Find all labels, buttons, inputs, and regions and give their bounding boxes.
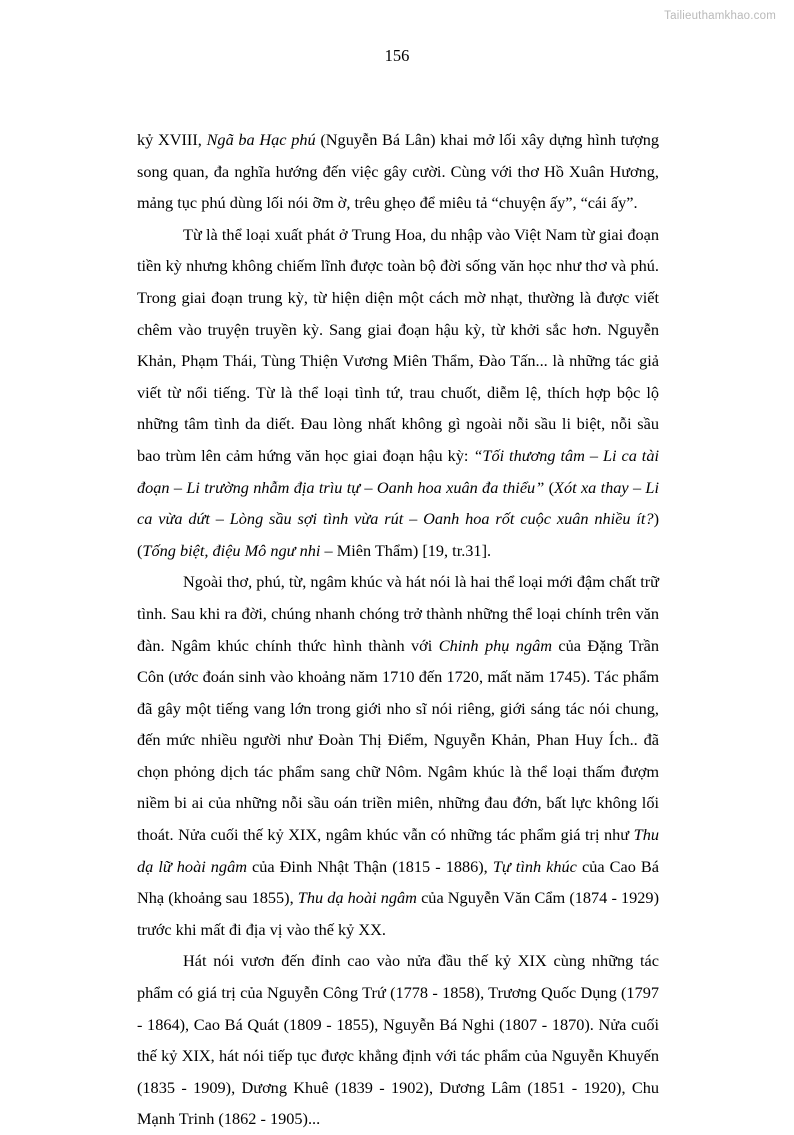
italic-title-run: Tự tình khúc	[492, 856, 577, 876]
italic-title-run: Thu dạ hoài ngâm	[297, 888, 417, 908]
paragraph	[137, 566, 659, 945]
text-run: (	[544, 477, 555, 497]
text-run: Từ là thể loại xuất phát ở Trung Hoa, du nhập vào Việt Nam từ giai đoạn tiền kỳ nhưng không chiếm lĩnh được toàn bộ đời sống văn học như thơ và phú. Trong giai đoạn trung kỳ, từ hiện diện một cách mờ nhạt, thường là được viết chêm vào truyện truyền kỳ. Sang giai đoạn hậu kỳ, từ khởi sắc hơn. Nguyễn Khản, Phạm Thái, Tùng Thiện Vương Miên Thẩm, Đào Tấn... là những tác giả viết từ nổi tiếng. Từ là thể loại tình tứ, trau chuốt, diễm lệ, thích hợp bộc lộ những tâm tình da diết. Đau lòng nhất không gì ngoài nỗi sầu li biệt, nỗi sầu bao trùm lên cảm hứng văn học giai đoạn hậu kỳ:	[137, 224, 659, 465]
watermark-text: Tailieuthamkhao.com	[664, 10, 776, 22]
text-run: ) (	[137, 509, 659, 560]
text-run: – Miên Thẩm) [19, tr.31].	[320, 540, 492, 560]
italic-title-run: Thu dạ lữ hoài ngâm	[137, 825, 659, 876]
italic-title-run: “Tối thương tâm – Li ca tài đoạn – Li trường nhẫm địa trìu tự – Oanh hoa xuân đa thiểu”	[137, 445, 659, 497]
paragraph	[137, 124, 659, 219]
text-run: (Nguyễn Bá Lân) khai mở lối xây dựng hình tượng song quan, đa nghĩa hướng đến việc gây cười. Cùng với thơ Hồ Xuân Hương, mảng tục phú dùng lối nói ỡm ờ, trêu ghẹo để miêu tả “chuyện ấy”, “cái ấy”.	[137, 130, 659, 213]
page-number: 156	[384, 46, 410, 65]
italic-title-run: Tống biệt, điệu Mô ngư nhi	[142, 540, 321, 560]
italic-title-run: Chinh phụ ngâm	[438, 635, 552, 655]
text-run: của Nguyễn Văn Cẩm (1874 - 1929) trước khi mất đi địa vị vào thế kỷ XX.	[137, 888, 659, 939]
body-text	[137, 124, 659, 1135]
text-run: Ngoài thơ, phú, từ, ngâm khúc và hát nói là hai thể loại mới đậm chất trữ tình. Sau khi ra đời, chúng nhanh chóng trở thành những thể loại chính trên văn đàn. Ngâm khúc chính thức hình thành với	[137, 572, 659, 655]
text-run: Hát nói vươn đến đỉnh cao vào nửa đầu thế kỷ XIX cùng những tác phẩm có giá trị của Nguyễn Công Trứ (1778 - 1858), Trương Quốc Dụng (1797 - 1864), Cao Bá Quát (1809 - 1855), Nguyễn Bá Nghi (1807 - 1870). Nửa cuối thế kỷ XIX, hát nói tiếp tục được khẳng định với tác phẩm của Nguyễn Khuyến (1835 - 1909), Dương Khuê (1839 - 1902), Dương Lâm (1851 - 1920), Chu Mạnh Trinh (1862 - 1905)...	[137, 951, 659, 1129]
italic-title-run: Xót xa thay – Li ca vừa dứt – Lòng sầu sợi tình vừa rút – Oanh hoa rốt cuộc xuân nhiều ít?	[137, 477, 659, 529]
text-run: của Cao Bá Nhạ (khoảng sau 1855),	[137, 856, 659, 908]
text-run: kỷ XVIII,	[137, 130, 207, 149]
paragraph	[137, 219, 659, 567]
text-run: của Đặng Trần Côn (ước đoán sinh vào khoảng năm 1710 đến 1720, mất năm 1745). Tác phẩm đã gây một tiếng vang lớn trong giới nho sĩ nói riêng, giới sáng tác nói chung, đến mức nhiều người như Đoàn Thị Điểm, Nguyễn Khản, Phan Huy Ích.. đã chọn phỏng dịch tác phẩm sang chữ Nôm. Ngâm khúc là thể loại thấm đượm niềm bi ai của những nỗi sầu oán triền miên, những đau đớn, bất lực không lối thoát. Nửa cuối thế kỷ XIX, ngâm khúc vẫn có những tác phẩm giá trị như	[137, 635, 659, 845]
text-run: của Đinh Nhật Thận (1815 - 1886),	[246, 856, 493, 876]
italic-title-run: Ngã ba Hạc phú	[206, 130, 316, 149]
paragraph	[137, 945, 659, 1135]
